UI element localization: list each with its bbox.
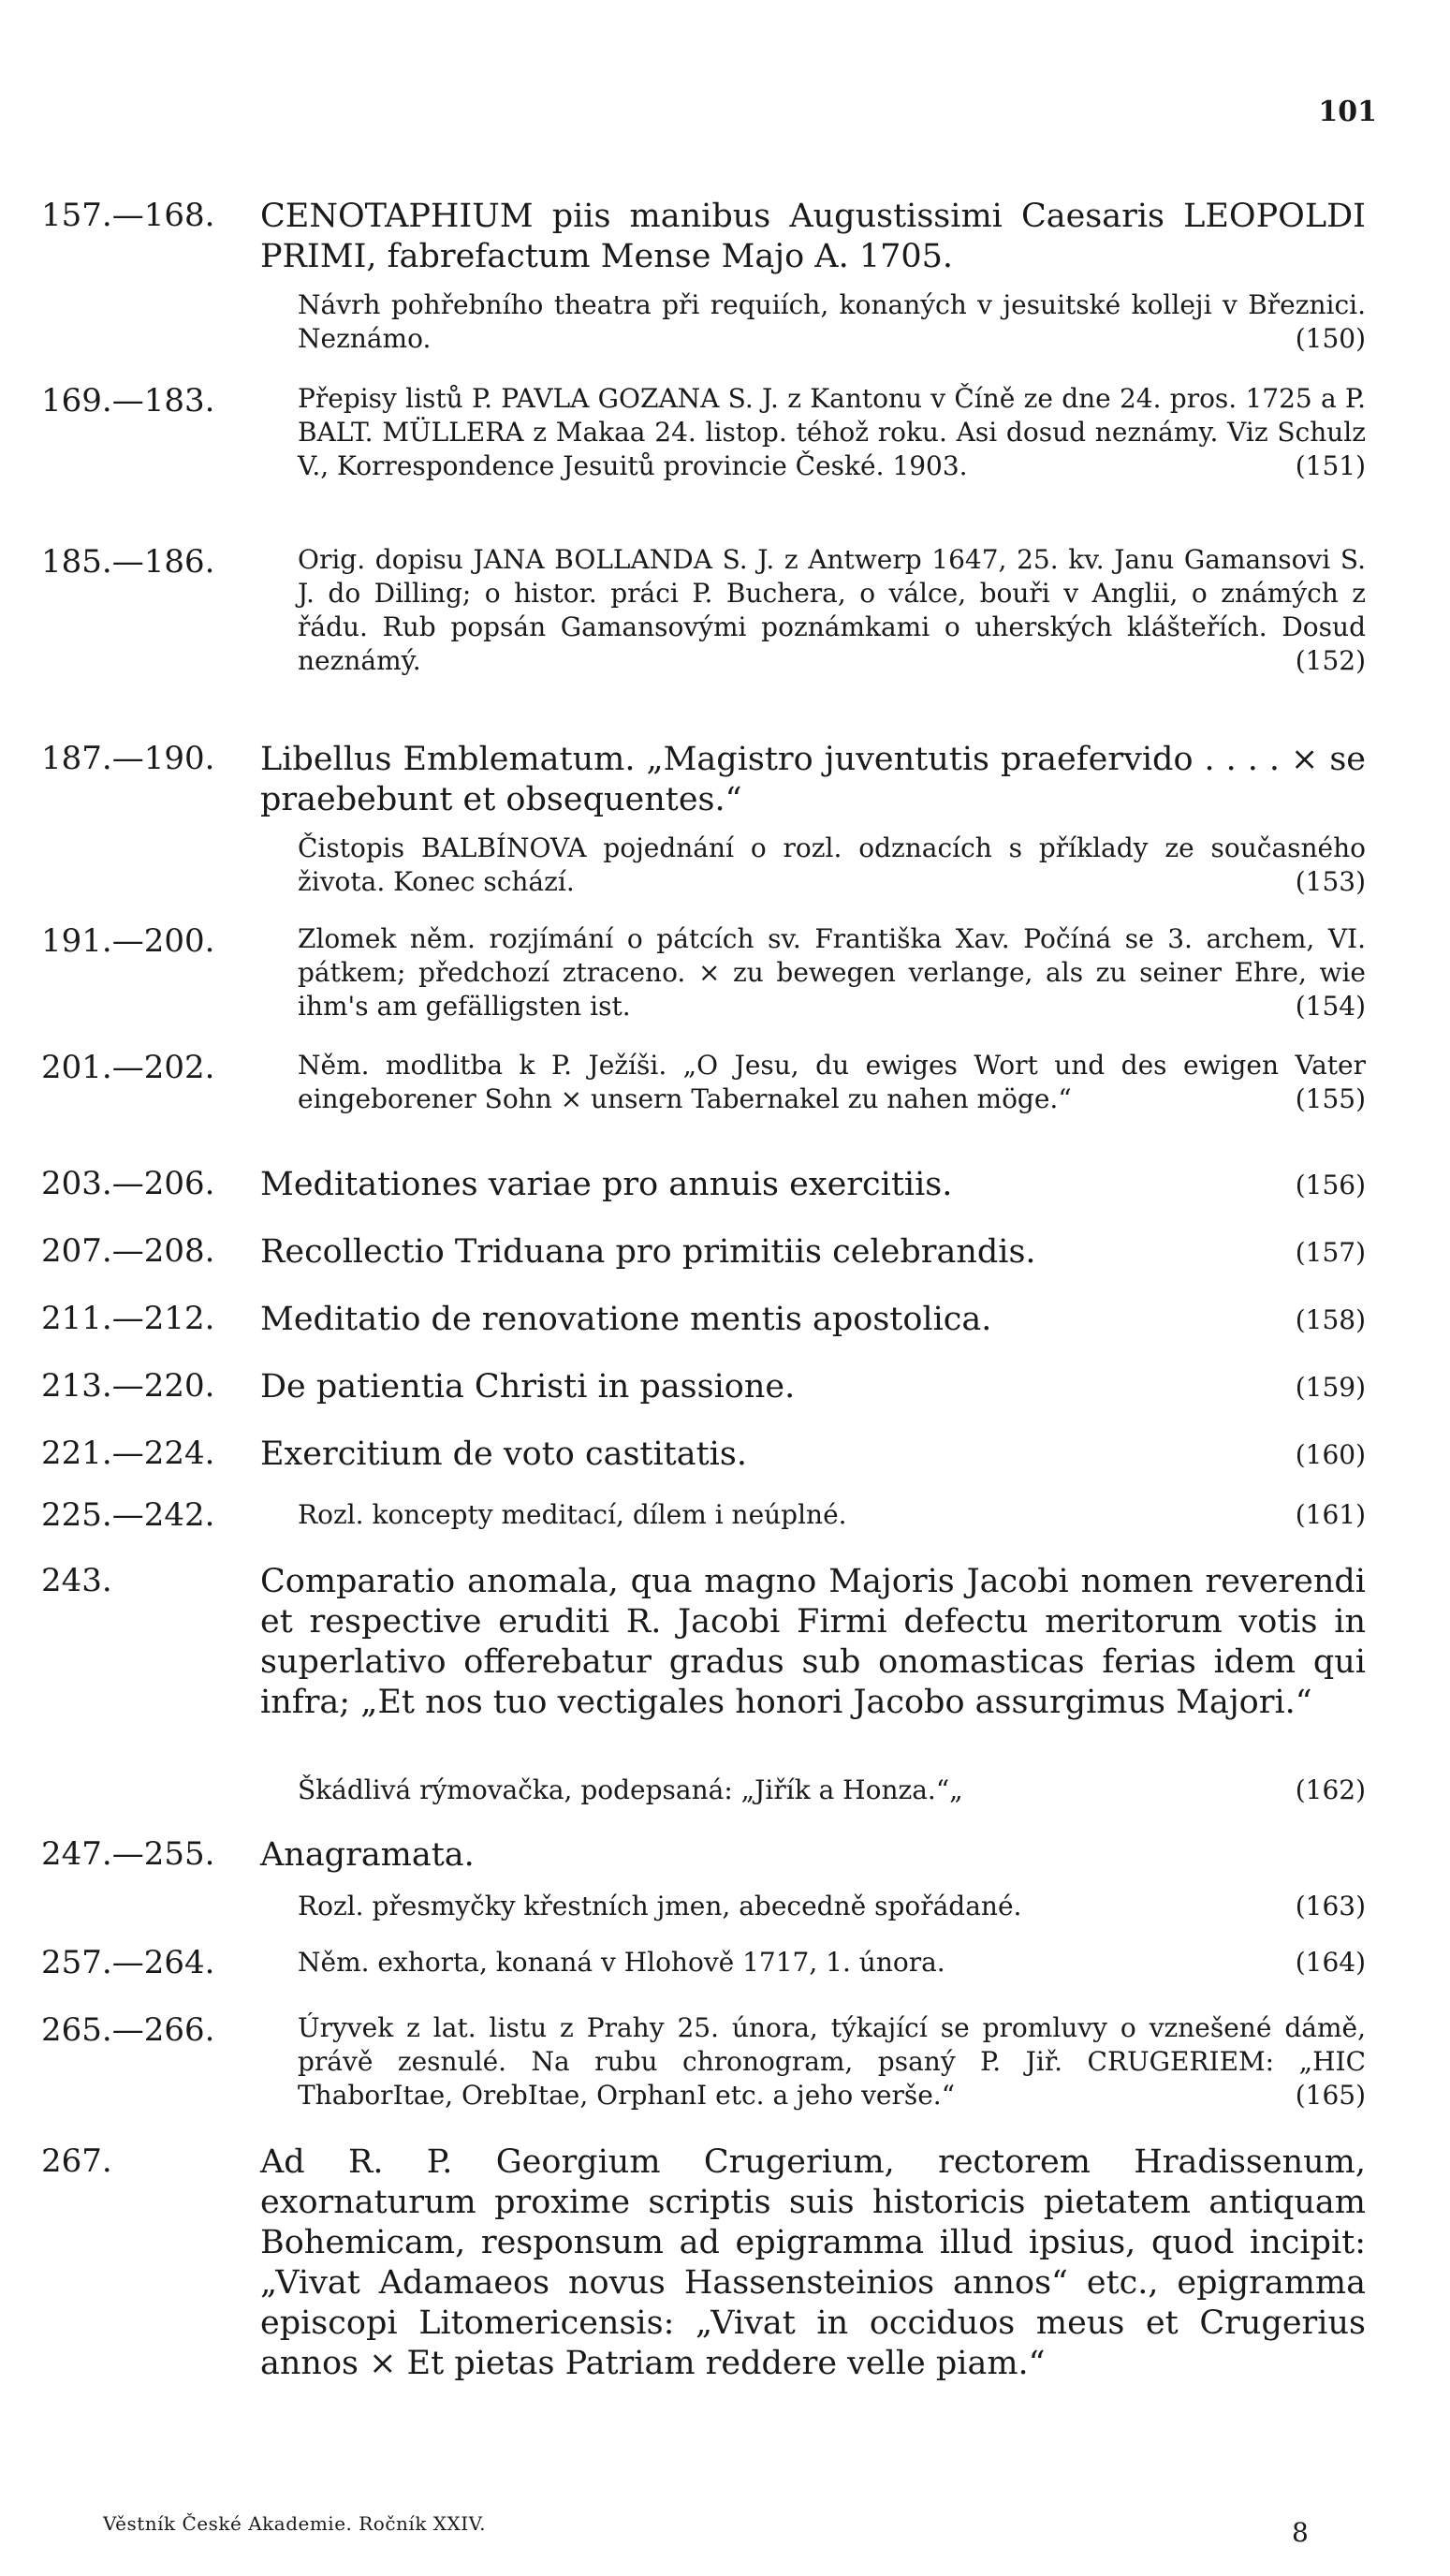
entry-description [298,922,1366,1023]
entry-reference: (161) [1295,1499,1366,1530]
entry-note: Rozl. přesmyčky křestních jmen, abecedně spořádané. [298,1891,1022,1921]
entry-title: CENOTAPHIUM piis manibus Augustissimi Caesaris LEOPOLDI PRIMI, fabrefactum Mense Majo A. 1705. [260,198,1366,275]
entry-description [298,288,1366,356]
entry-page-range: 243. [41,1562,112,1599]
entry-reference: (162) [1295,1774,1366,1805]
entry-page-range: 211.—212. [41,1300,215,1337]
entry-reference: (154) [1295,991,1366,1022]
entry-description [298,543,1366,678]
entry-note: Něm. modlitba k P. Ježíši. „O Jesu, du ewiges Wort und des ewigen Vater eingeborener Sohn × unsern Tabernakel zu nahen möge.“ [298,1050,1366,1114]
entry-page-range: 169.—183. [41,382,215,420]
entry-page-range: 187.—190. [41,740,215,777]
entry-page-range: 247.—255. [41,1835,215,1873]
entry-note: Zlomek něm. rozjímání o pátcích sv. Františka Xav. Počíná se 3. archem, VI. pátkem; předchozí ztraceno. × zu bewegen verlange, als zu seiner Ehre, wie ihm's am gefälligsten ist. [298,923,1366,1022]
entry-page-range: 221.—224. [41,1435,215,1472]
entry-description [298,382,1366,483]
entry-title-text: Meditationes variae pro annuis exercitiis. [260,1166,953,1203]
entry-reference: (156) [1295,1170,1366,1200]
entry-description [298,1774,1366,1807]
entry-description [298,1498,1366,1532]
entry-note: Přepisy listů P. PAVLA GOZANA S. J. z Kantonu v Číně ze dne 24. pros. 1725 a P. BALT. MÜLLERA z Makaa 24. listop. téhož roku. Asi dosud neznámy. Viz Schulz V., Korrespondence Jesuitů provincie České. 1903. [298,383,1366,481]
entry-reference: (150) [1295,323,1366,354]
entry-title [260,1367,1366,1407]
entry-reference: (153) [1295,866,1366,897]
entry-page-range: 203.—206. [41,1165,215,1202]
entry-title [260,1435,1366,1475]
entry-note: Rozl. koncepty meditací, dílem i neúplné. [298,1499,847,1530]
entry-reference: (158) [1295,1304,1366,1335]
entry-title: Comparatio anomala, qua magno Majoris Jacobi nomen reverendi et respective eruditi R. Jacobi Firmi defectu meritorum votis in superlativo offerebatur gradus sub onomasticas ferias idem qui infra; „Et nos tuo vectigales honori Jacobo assurgimus Majori.“ [260,1563,1366,1721]
entry-note: Úryvek z lat. listu z Prahy 25. února, týkající se promluvy o vznešené dámě, právě zesnulé. Na rubu chronogram, psaný P. Jiř. CRUGERIEM: „HIC ThaborItae, OrebItae, OrphanI etc. a jeho verše.“ [298,2012,1366,2111]
entry-reference: (157) [1295,1237,1366,1268]
entry-page-range: 191.—200. [41,922,215,960]
journal-footer: Věstník České Akademie. Ročník XXIV. [103,2512,486,2535]
entry-title: Libellus Emblematum. „Magistro juventutis praefervido . . . . × se praebebunt et obsequentes.“ [260,741,1366,818]
entry-page-range: 267. [41,2142,112,2180]
entry-title [260,1300,1366,1340]
entry-reference: (160) [1295,1439,1366,1470]
sheet-signature: 8 [1292,2517,1309,2548]
entry-title [260,1232,1366,1273]
entry-reference: (159) [1295,1372,1366,1403]
entry-title: Ad R. P. Georgium Crugerium, rectorem Hradissenum, exornaturum proxime scriptis suis historicis pietatem antiquam Bohemicam, responsum ad epigramma illud ipsius, quod incipit: „Vivat Adamaeos novus Hassensteinios annos“ etc., epigramma episcopi Litomericensis: „Vivat in occiduos meus et Crugerius annos × Et pietas Patriam reddere velle piam.“ [260,2143,1366,2382]
entry-description [298,1890,1366,1923]
entry-title: Anagramata. [260,1836,475,1874]
entry-page-range: 225.—242. [41,1496,215,1534]
entry-description [298,1946,1366,1980]
entry-description [298,2011,1366,2112]
entry-page-range: 207.—208. [41,1232,215,1270]
entry-note: Něm. exhorta, konaná v Hlohově 1717, 1. února. [298,1947,945,1978]
entry-description [298,1049,1366,1116]
page-number: 101 [1318,96,1377,128]
entry-page-range: 157.—168. [41,197,215,234]
entry-description [298,832,1366,899]
entry-page-range: 201.—202. [41,1049,215,1086]
entry-title-text: Meditatio de renovatione mentis apostolica. [260,1301,992,1338]
entry-reference: (165) [1295,2080,1366,2111]
entry-page-range: 257.—264. [41,1944,215,1981]
entry-note: Návrh pohřebního theatra při requiích, konaných v jesuitské kolleji v Březnici. Neznámo. [298,289,1366,354]
entry-page-range: 185.—186. [41,543,215,581]
entry-reference: (151) [1295,450,1366,481]
entry-title-text: Exercitium de voto castitatis. [260,1435,747,1473]
entry-reference: (163) [1295,1891,1366,1921]
entry-page-range: 265.—266. [41,2011,215,2049]
entry-reference: (155) [1295,1083,1366,1114]
entry-note: Čistopis BALBÍNOVA pojednání o rozl. odznacích s příklady ze současného života. Konec schází. [298,832,1366,897]
entry-note: Škádlivá rýmovačka, podepsaná: „Jiřík a Honza.“„ [298,1774,963,1805]
entry-reference: (152) [1295,645,1366,676]
entry-note: Orig. dopisu JANA BOLLANDA S. J. z Antwerp 1647, 25. kv. Janu Gamansovi S. J. do Dilling; o histor. práci P. Buchera, o válce, bouři v Anglii, o známých z řádu. Rub popsán Gamansovými poznámkami o uherských klášteřích. Dosud neznámý. [298,544,1366,676]
entry-title [260,1165,1366,1205]
entry-title-text: De patientia Christi in passione. [260,1368,796,1406]
entry-reference: (164) [1295,1947,1366,1978]
entry-title-text: Recollectio Triduana pro primitiis celebrandis. [260,1233,1036,1271]
entry-page-range: 213.—220. [41,1367,215,1405]
